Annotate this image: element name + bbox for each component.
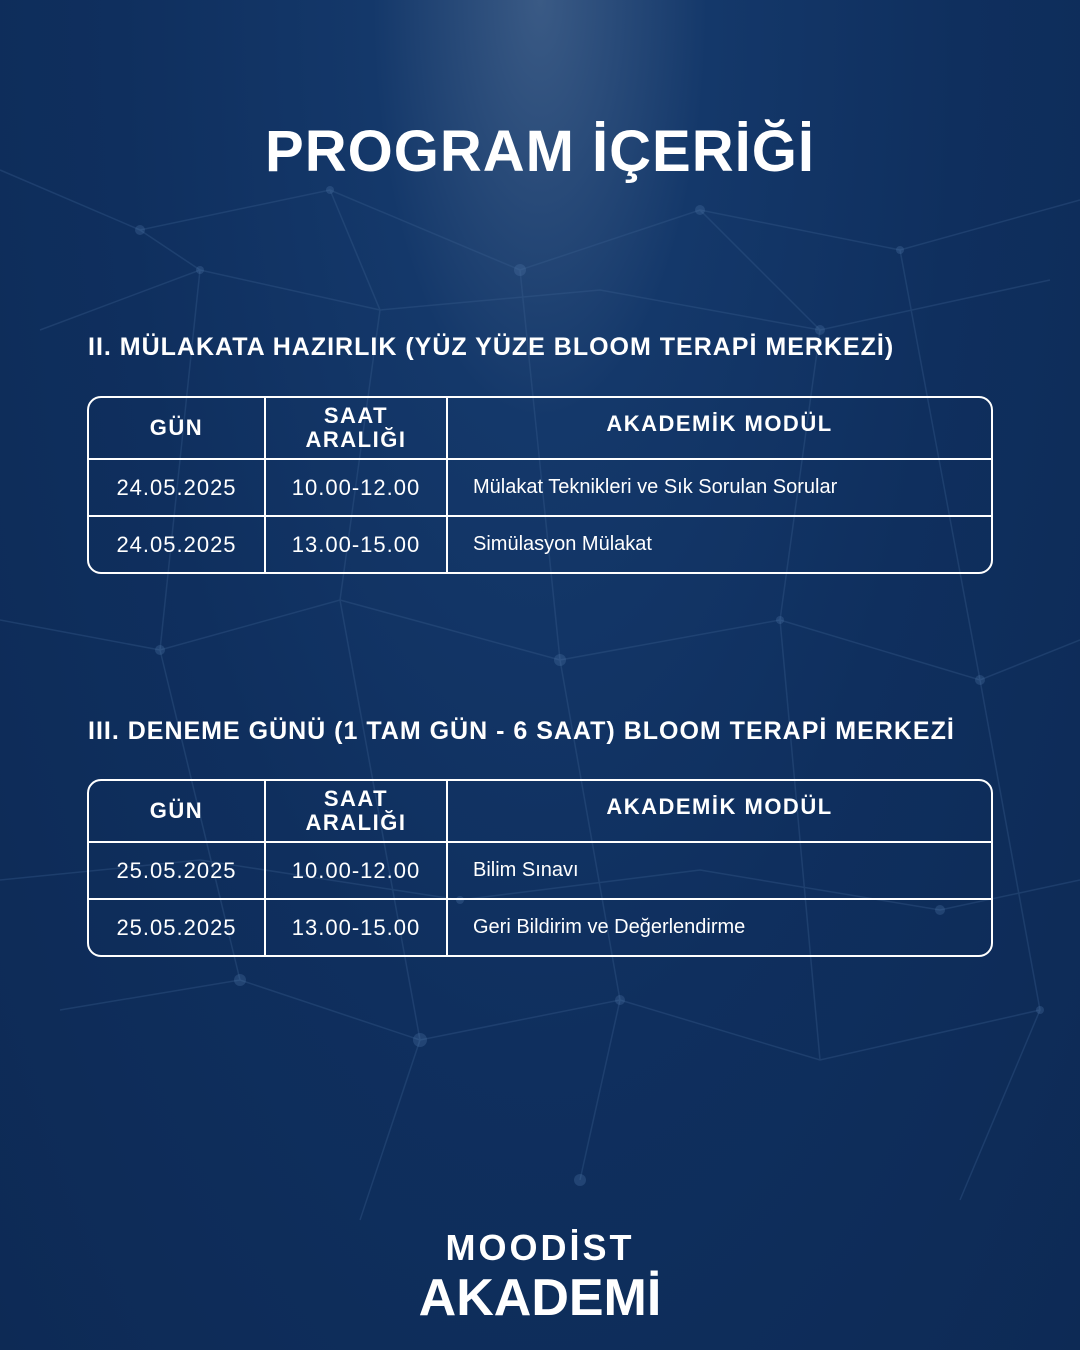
section-heading-trial-day: III. DENEME GÜNÜ (1 TAM GÜN - 6 SAAT) BLOOM TERAPİ MERKEZİ: [88, 717, 955, 745]
page-title: PROGRAM İÇERİĞİ: [265, 119, 815, 184]
column-header-time-line1: SAAT: [323, 786, 389, 811]
row-module: Mülakat Teknikleri ve Sık Sorulan Sorular: [473, 476, 838, 498]
table-row: [89, 841, 991, 898]
row-time: 13.00-15.00: [266, 900, 448, 955]
row-day: 25.05.2025: [89, 843, 266, 898]
table-header-row: [89, 781, 991, 841]
column-header-time-line2: ARALIĞI: [305, 427, 407, 452]
row-day: 24.05.2025: [89, 517, 266, 572]
table-row: [89, 458, 991, 515]
column-header-module: AKADEMİK MODÜL: [606, 794, 833, 819]
column-header-day: GÜN: [89, 781, 266, 841]
table-header-row: [89, 398, 991, 458]
table-row: [89, 898, 991, 955]
row-day: 24.05.2025: [89, 460, 266, 515]
column-header-day: GÜN: [89, 398, 266, 458]
column-header-time-line2: ARALIĞI: [305, 810, 407, 835]
logo-line-bottom: AKADEMİ: [418, 1269, 662, 1327]
row-time: 13.00-15.00: [266, 517, 448, 572]
row-module: Bilim Sınavı: [473, 859, 579, 881]
column-header-time-line1: SAAT: [323, 403, 389, 428]
section-heading-interview-prep: II. MÜLAKATA HAZIRLIK (YÜZ YÜZE BLOOM TERAPİ MERKEZİ): [88, 333, 895, 361]
column-header-module: AKADEMİK MODÜL: [606, 411, 833, 436]
row-time: 10.00-12.00: [266, 843, 448, 898]
row-module: Geri Bildirim ve Değerlendirme: [473, 916, 746, 938]
logo-line-top: MOODİST: [445, 1227, 635, 1268]
column-header-time: [266, 398, 448, 458]
row-module: Simülasyon Mülakat: [473, 533, 652, 555]
row-time: 10.00-12.00: [266, 460, 448, 515]
schedule-table-interview-prep: [87, 396, 993, 574]
column-header-time: [266, 781, 448, 841]
brand-logo: [0, 1228, 1080, 1326]
schedule-table-trial-day: [87, 779, 993, 957]
table-row: [89, 515, 991, 572]
row-day: 25.05.2025: [89, 900, 266, 955]
